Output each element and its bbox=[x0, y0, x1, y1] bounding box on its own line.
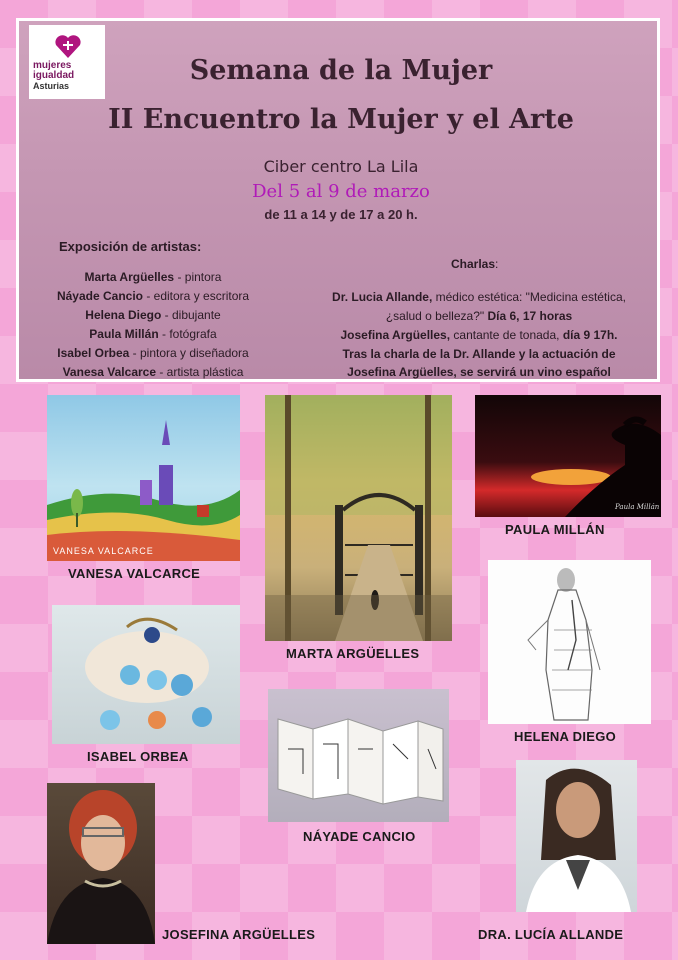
artist-line: Vanesa Valcarce - artista plástica bbox=[62, 365, 244, 379]
photo-lucia-allande bbox=[516, 760, 637, 912]
venue-text: Ciber centro La Lila bbox=[263, 157, 419, 176]
caption-lucia-allande: DRA. LUCÍA ALLANDE bbox=[478, 927, 624, 942]
artist-line: Helena Diego - dibujante bbox=[85, 308, 221, 322]
event-subtitle: II Encuentro la Mujer y el Arte bbox=[108, 104, 574, 135]
talk-line: Josefina Argüelles, cantante de tonada, día 9 17h. bbox=[340, 328, 618, 342]
talk-line: ¿salud o belleza?" Día 6, 17 horas bbox=[385, 309, 573, 323]
photo-paula-millan bbox=[475, 395, 661, 517]
photo-vanesa-valcarce bbox=[47, 395, 240, 561]
exhibition-heading: Exposición de artistas: bbox=[59, 239, 202, 254]
caption-nayade-cancio: NÁYADE CANCIO bbox=[303, 829, 416, 844]
artist-line: Marta Argüelles - pintora bbox=[84, 270, 222, 284]
caption-josefina-arguelles: JOSEFINA ARGÜELLES bbox=[162, 927, 316, 942]
caption-isabel-orbea: ISABEL ORBEA bbox=[87, 749, 189, 764]
talk-line: Dr. Lucia Allande, médico estética: "Medicina estética, bbox=[332, 290, 626, 304]
photo-helena-diego bbox=[488, 560, 651, 724]
portrait-photo bbox=[47, 783, 155, 944]
event-hours: de 11 a 14 y de 17 a 20 h. bbox=[264, 207, 418, 222]
artist-line: Isabel Orbea - pintora y diseñadora bbox=[57, 346, 249, 360]
talk-line: Josefina Argüelles, se servirá un vino español bbox=[347, 365, 611, 379]
photo-watermark: VANESA VALCARCE bbox=[53, 546, 154, 556]
photo-nayade-cancio bbox=[268, 689, 449, 822]
photo-marta-arguelles bbox=[265, 395, 452, 641]
jewelry-photo bbox=[52, 605, 240, 744]
event-header-panel bbox=[16, 18, 660, 382]
caption-vanesa-valcarce: VANESA VALCARCE bbox=[68, 566, 201, 581]
photo-isabel-orbea bbox=[52, 605, 240, 744]
logo-text-line2: igualdad bbox=[33, 70, 75, 81]
event-dates: Del 5 al 9 de marzo bbox=[252, 181, 430, 202]
event-title: Semana de la Mujer bbox=[189, 55, 493, 86]
fashion-sketch bbox=[488, 560, 651, 724]
caption-marta-arguelles: MARTA ARGÜELLES bbox=[286, 646, 420, 661]
landscape-painting bbox=[47, 395, 240, 561]
artist-line: Paula Millán - fotógrafa bbox=[89, 327, 217, 341]
talks-heading: Charlas: bbox=[451, 257, 499, 271]
photo-josefina-arguelles bbox=[47, 783, 155, 944]
park-gate-painting bbox=[265, 395, 452, 641]
logo-text-line1: mujeres bbox=[33, 60, 72, 71]
portrait-photo bbox=[516, 760, 637, 912]
popup-book-photo bbox=[268, 689, 449, 822]
caption-paula-millan: PAULA MILLÁN bbox=[505, 522, 605, 537]
artist-line: Náyade Cancio - editora y escritora bbox=[56, 289, 250, 303]
photo-watermark: Paula Millán bbox=[615, 503, 660, 511]
talk-line: Tras la charla de la Dr. Allande y la actuación de bbox=[342, 347, 616, 361]
caption-helena-diego: HELENA DIEGO bbox=[514, 729, 617, 744]
camel-silhouette-photo bbox=[475, 395, 661, 517]
logo-text-line3: Asturias bbox=[33, 81, 70, 91]
